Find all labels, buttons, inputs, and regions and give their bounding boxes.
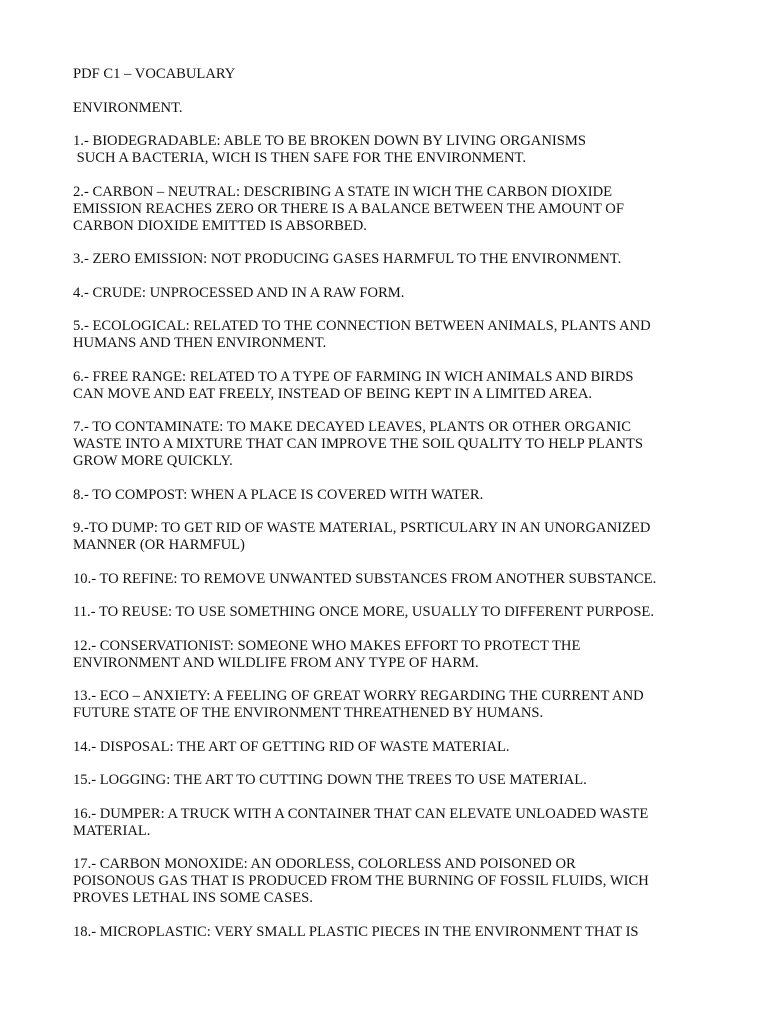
document-title	[73, 66, 713, 83]
entry-line: 8.- TO COMPOST: WHEN A PLACE IS COVERED WITH WATER.	[73, 486, 484, 503]
vocabulary-entry	[73, 856, 713, 907]
entry-line: 5.- ECOLOGICAL: RELATED TO THE CONNECTION BETWEEN ANIMALS, PLANTS AND	[73, 318, 651, 334]
entry-line: 13.- ECO – ANXIETY: A FEELING OF GREAT WORRY REGARDING THE CURRENT AND	[73, 688, 644, 704]
vocabulary-entry	[73, 133, 713, 167]
entry-line: 6.- FREE RANGE: RELATED TO A TYPE OF FARMING IN WICH ANIMALS AND BIRDS	[73, 368, 634, 385]
entry-line: 7.- TO CONTAMINATE: TO MAKE DECAYED LEAVES, PLANTS OR OTHER ORGANIC	[73, 419, 632, 435]
vocabulary-entry	[73, 638, 713, 672]
entry-line: MANNER (OR HARMFUL)	[73, 537, 245, 553]
vocabulary-entry	[73, 419, 713, 470]
entry-line: ENVIRONMENT AND WILDLIFE FROM ANY TYPE OF HARM.	[73, 654, 479, 671]
entry-line: 1.- BIODEGRADABLE: ABLE TO BE BROKEN DOWN BY LIVING ORGANISMS	[73, 133, 586, 149]
section-heading	[73, 100, 713, 117]
vocabulary-entry	[73, 318, 713, 352]
entry-line: 12.- CONSERVATIONIST: SOMEONE WHO MAKES EFFORT TO PROTECT THE	[73, 637, 581, 654]
entry-line: WASTE INTO A MIXTURE THAT CAN IMPROVE THE SOIL QUALITY TO HELP PLANTS	[73, 436, 643, 452]
entry-line: 18.- MICROPLASTIC: VERY SMALL PLASTIC PIECES IN THE ENVIRONMENT THAT IS	[73, 923, 639, 940]
entry-line: CARBON DIOXIDE EMITTED IS ABSORBED.	[73, 217, 367, 234]
entry-line: 14.- DISPOSAL: THE ART OF GETTING RID OF WASTE MATERIAL.	[73, 738, 510, 755]
vocabulary-entry	[73, 604, 713, 621]
vocabulary-entry	[73, 285, 713, 302]
entry-line: 4.- CRUDE: UNPROCESSED AND IN A RAW FORM.	[73, 284, 405, 301]
vocabulary-entry	[73, 571, 713, 588]
entry-line: FUTURE STATE OF THE ENVIRONMENT THREATHENED BY HUMANS.	[73, 705, 544, 721]
vocabulary-list	[73, 133, 713, 941]
entry-line: 16.- DUMPER: A TRUCK WITH A CONTAINER THAT CAN ELEVATE UNLOADED WASTE	[73, 805, 649, 822]
entry-line: PROVES LETHAL INS SOME CASES.	[73, 890, 313, 906]
entry-line: POISONOUS GAS THAT IS PRODUCED FROM THE BURNING OF FOSSIL FLUIDS, WICH	[73, 873, 649, 889]
entry-line: 17.- CARBON MONOXIDE: AN ODORLESS, COLORLESS AND POISONED OR	[73, 856, 576, 872]
entry-line: 3.- ZERO EMISSION: NOT PRODUCING GASES HARMFUL TO THE ENVIRONMENT.	[73, 251, 622, 267]
entry-line: 9.-TO DUMP: TO GET RID OF WASTE MATERIAL, PSRTICULARY IN AN UNORGANIZED	[73, 520, 651, 536]
entry-line: SUCH A BACTERIA, WICH IS THEN SAFE FOR THE ENVIRONMENT.	[73, 150, 526, 166]
vocabulary-entry	[73, 520, 713, 554]
entry-line: 15.- LOGGING: THE ART TO CUTTING DOWN THE TREES TO USE MATERIAL.	[73, 772, 587, 788]
vocabulary-entry	[73, 688, 713, 722]
vocabulary-entry	[73, 739, 713, 756]
vocabulary-entry	[73, 806, 713, 840]
entry-line: GROW MORE QUICKLY.	[73, 453, 233, 469]
title-text: PDF C1 – VOCABULARY	[73, 66, 236, 82]
section-text: ENVIRONMENT.	[73, 99, 183, 116]
entry-line: CAN MOVE AND EAT FREELY, INSTEAD OF BEING KEPT IN A LIMITED AREA.	[73, 385, 593, 402]
vocabulary-entry	[73, 772, 713, 789]
vocabulary-entry	[73, 369, 713, 403]
entry-line: 2.- CARBON – NEUTRAL: DESCRIBING A STATE IN WICH THE CARBON DIOXIDE	[73, 183, 613, 200]
document-content	[73, 66, 713, 957]
entry-line: HUMANS AND THEN ENVIRONMENT.	[73, 335, 327, 351]
entry-line: 11.- TO REUSE: TO USE SOMETHING ONCE MORE, USUALLY TO DIFFERENT PURPOSE.	[73, 604, 654, 620]
entry-line: EMISSION REACHES ZERO OR THERE IS A BALANCE BETWEEN THE AMOUNT OF	[73, 200, 624, 217]
vocabulary-entry	[73, 924, 713, 941]
vocabulary-entry	[73, 184, 713, 235]
entry-line: MATERIAL.	[73, 822, 151, 839]
vocabulary-entry	[73, 251, 713, 268]
entry-line: 10.- TO REFINE: TO REMOVE UNWANTED SUBSTANCES FROM ANOTHER SUBSTANCE.	[73, 570, 657, 587]
vocabulary-entry	[73, 487, 713, 504]
